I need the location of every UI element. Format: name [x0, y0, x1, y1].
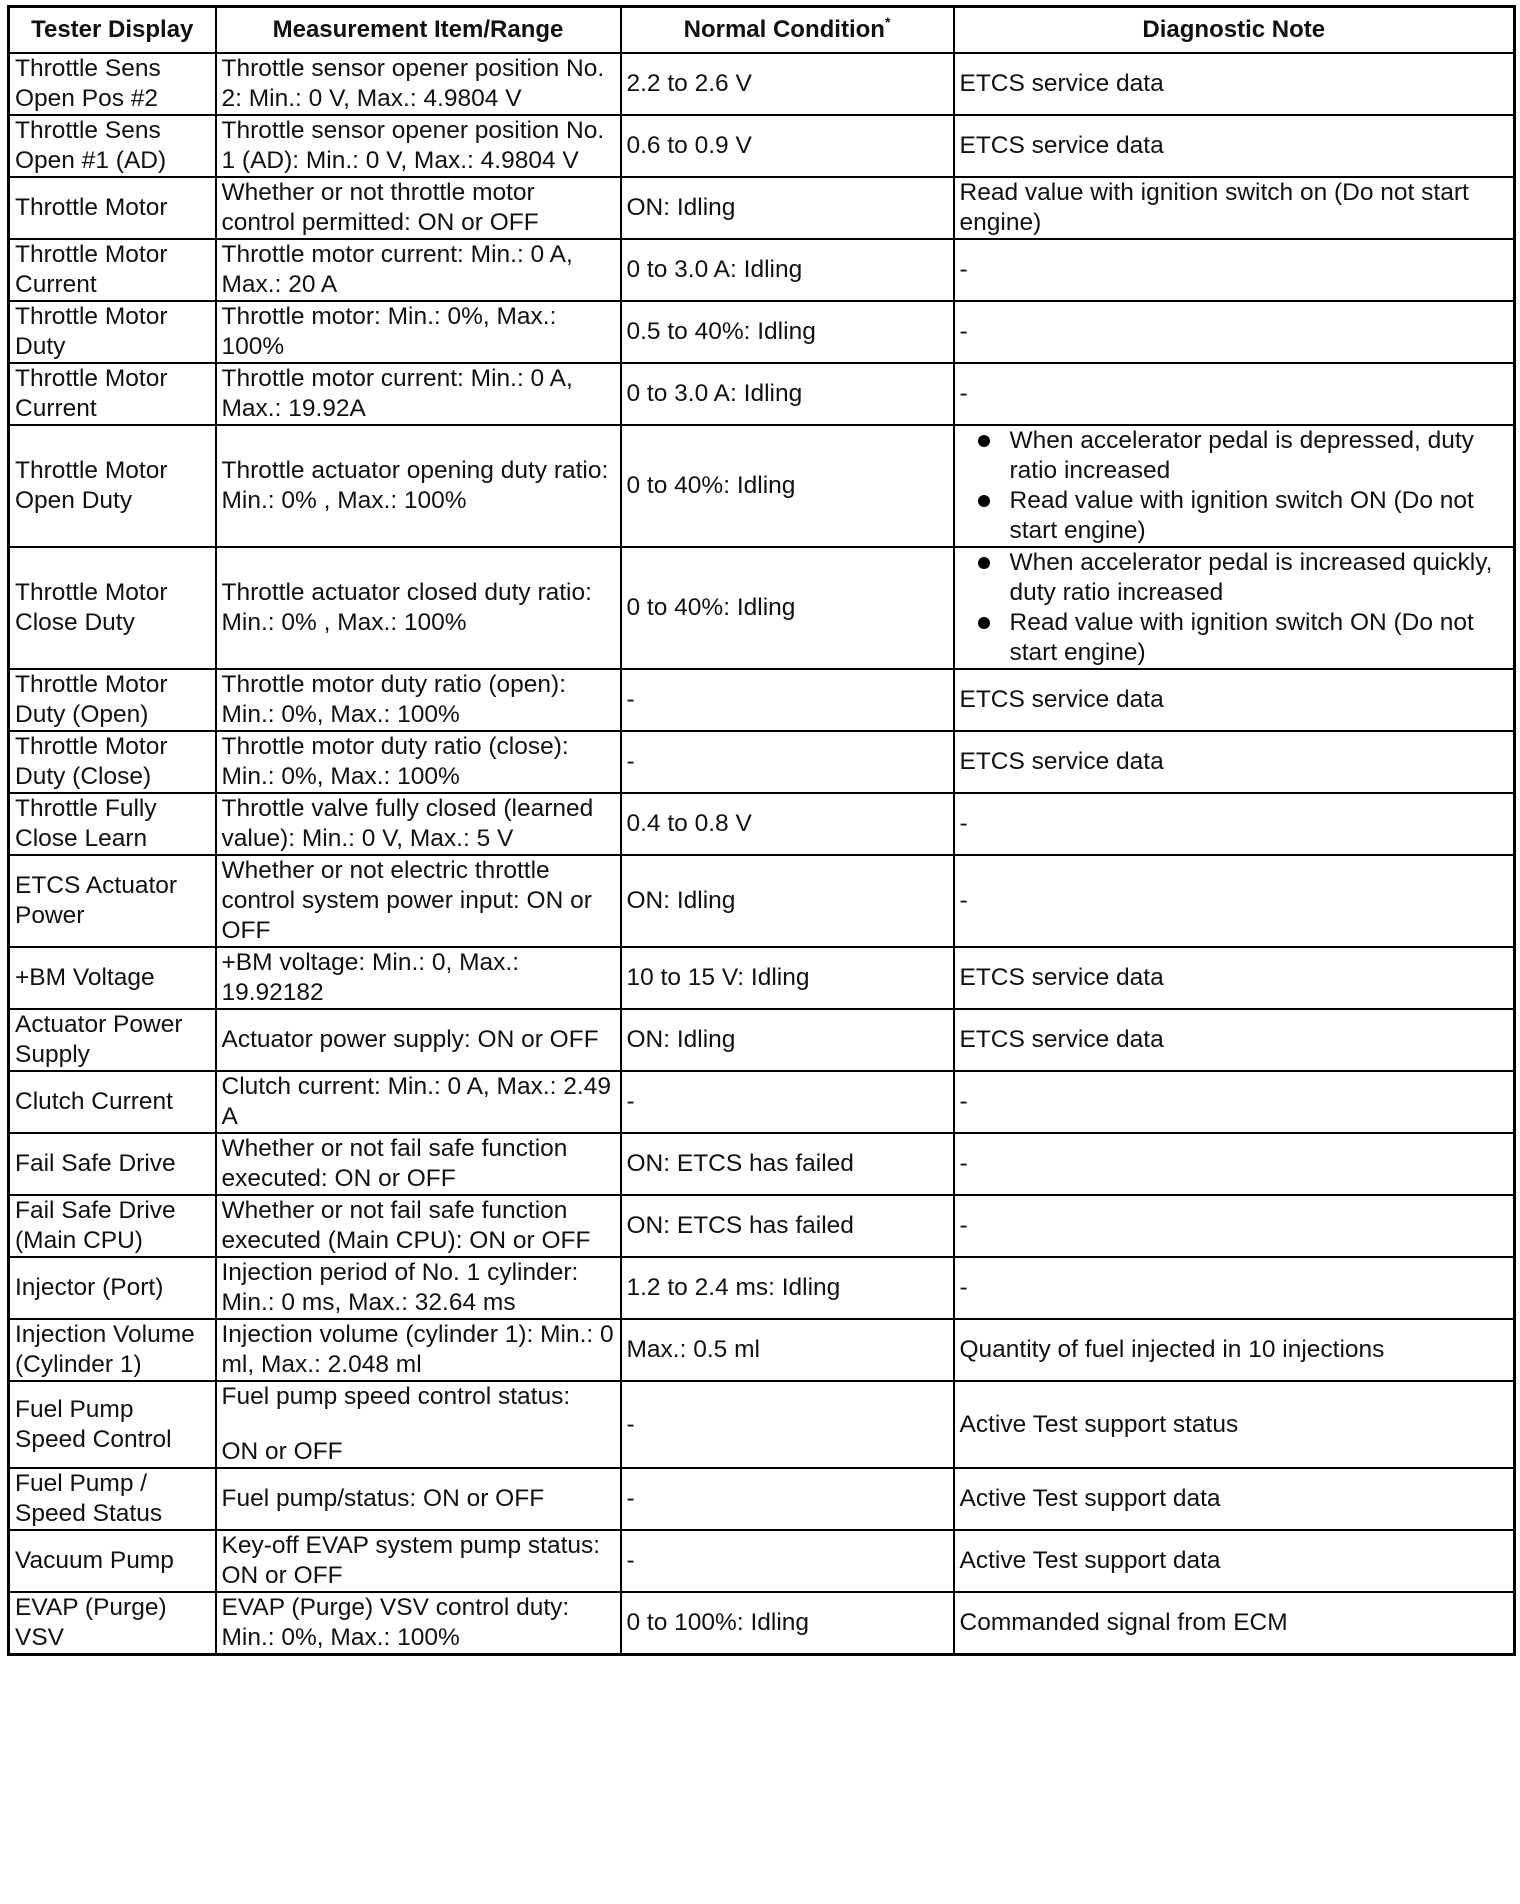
diagnostic-note-cell: ETCS service data — [954, 669, 1515, 731]
tester-display-cell: Throttle Fully Close Learn — [9, 793, 216, 855]
tester-display-cell: Throttle Motor Current — [9, 239, 216, 301]
table-row — [9, 425, 1515, 547]
tester-display-cell: Throttle Motor Open Duty — [9, 425, 216, 547]
normal-condition-cell: 0.5 to 40%: Idling — [621, 301, 954, 363]
measurement-range-cell: Throttle sensor opener position No. 1 (AD): Min.: 0 V, Max.: 4.9804 V — [216, 115, 621, 177]
table-row — [9, 547, 1515, 669]
tester-display-cell: Throttle Motor Close Duty — [9, 547, 216, 669]
tester-display-cell: Fail Safe Drive (Main CPU) — [9, 1195, 216, 1257]
measurement-range-cell: Throttle actuator opening duty ratio: Min.: 0% , Max.: 100% — [216, 425, 621, 547]
measurement-range-cell: Whether or not throttle motor control permitted: ON or OFF — [216, 177, 621, 239]
normal-condition-cell: 0.4 to 0.8 V — [621, 793, 954, 855]
tester-display-cell: Throttle Motor Duty — [9, 301, 216, 363]
measurement-range-cell: Clutch current: Min.: 0 A, Max.: 2.49 A — [216, 1071, 621, 1133]
header-tester-display: Tester Display — [9, 7, 216, 54]
measurement-range-cell: EVAP (Purge) VSV control duty: Min.: 0%, Max.: 100% — [216, 1592, 621, 1655]
tester-display-cell: Injection Volume (Cylinder 1) — [9, 1319, 216, 1381]
table-row — [9, 115, 1515, 177]
tester-display-cell: ETCS Actuator Power — [9, 855, 216, 947]
normal-condition-cell: ON: Idling — [621, 1009, 954, 1071]
note-bullet-item: Read value with ignition switch ON (Do not start engine) — [960, 608, 1509, 668]
tester-display-cell: Vacuum Pump — [9, 1530, 216, 1592]
diagnostic-note-cell: Quantity of fuel injected in 10 injections — [954, 1319, 1515, 1381]
measurement-range-cell — [216, 1381, 621, 1468]
normal-condition-cell: 0 to 3.0 A: Idling — [621, 363, 954, 425]
measurement-range-cell: Whether or not fail safe function executed: ON or OFF — [216, 1133, 621, 1195]
note-bullet-list — [960, 548, 1509, 668]
normal-condition-cell: Max.: 0.5 ml — [621, 1319, 954, 1381]
normal-condition-cell: - — [621, 1071, 954, 1133]
tester-display-cell: Throttle Motor — [9, 177, 216, 239]
normal-condition-cell: 1.2 to 2.4 ms: Idling — [621, 1257, 954, 1319]
table-row — [9, 53, 1515, 115]
measurement-range-cell: Throttle motor: Min.: 0%, Max.: 100% — [216, 301, 621, 363]
table-row — [9, 1009, 1515, 1071]
table-row — [9, 1257, 1515, 1319]
diagnostic-note-cell: Commanded signal from ECM — [954, 1592, 1515, 1655]
measurement-range-line: ON or OFF — [221, 1438, 343, 1465]
table-row — [9, 1468, 1515, 1530]
diagnostic-note-cell: - — [954, 1133, 1515, 1195]
measurement-range-cell: Whether or not fail safe function executed (Main CPU): ON or OFF — [216, 1195, 621, 1257]
table-row — [9, 731, 1515, 793]
normal-condition-cell: ON: Idling — [621, 855, 954, 947]
table-row — [9, 239, 1515, 301]
normal-condition-cell: - — [621, 1381, 954, 1468]
tester-display-cell: Fail Safe Drive — [9, 1133, 216, 1195]
diagnostic-note-cell: - — [954, 1257, 1515, 1319]
normal-condition-cell: 2.2 to 2.6 V — [621, 53, 954, 115]
measurement-range-cell: Fuel pump/status: ON or OFF — [216, 1468, 621, 1530]
table-row — [9, 1133, 1515, 1195]
measurement-range-cell: Throttle motor current: Min.: 0 A, Max.: 19.92A — [216, 363, 621, 425]
normal-condition-cell: 0.6 to 0.9 V — [621, 115, 954, 177]
measurement-range-cell: Throttle motor duty ratio (open): Min.: 0%, Max.: 100% — [216, 669, 621, 731]
measurement-range-cell: Throttle motor duty ratio (close): Min.: 0%, Max.: 100% — [216, 731, 621, 793]
tester-display-cell: Fuel Pump / Speed Status — [9, 1468, 216, 1530]
diagnostic-note-cell: ETCS service data — [954, 731, 1515, 793]
measurement-range-cell: Key-off EVAP system pump status: ON or OFF — [216, 1530, 621, 1592]
table-row — [9, 1319, 1515, 1381]
diagnostic-note-cell: - — [954, 363, 1515, 425]
tester-display-cell: Throttle Motor Current — [9, 363, 216, 425]
table-body — [9, 53, 1515, 1655]
normal-condition-cell: 0 to 40%: Idling — [621, 425, 954, 547]
header-measurement-item: Measurement Item/Range — [216, 7, 621, 54]
tester-display-cell: +BM Voltage — [9, 947, 216, 1009]
diagnostic-note-cell: ETCS service data — [954, 53, 1515, 115]
header-diagnostic-note: Diagnostic Note — [954, 7, 1515, 54]
diagnostic-note-cell: - — [954, 1071, 1515, 1133]
tester-display-cell: Throttle Sens Open Pos #2 — [9, 53, 216, 115]
header-normal-condition-label: Normal Condition — [683, 16, 885, 43]
tester-display-cell: Clutch Current — [9, 1071, 216, 1133]
measurement-range-line: Fuel pump speed control status: — [221, 1383, 571, 1410]
tester-display-cell: Injector (Port) — [9, 1257, 216, 1319]
diagnostic-note-cell: - — [954, 793, 1515, 855]
tester-display-cell: Fuel Pump Speed Control — [9, 1381, 216, 1468]
measurement-range-cell: +BM voltage: Min.: 0, Max.: 19.92182 — [216, 947, 621, 1009]
table-row — [9, 1592, 1515, 1655]
tester-display-cell: Actuator Power Supply — [9, 1009, 216, 1071]
tester-display-cell: Throttle Motor Duty (Open) — [9, 669, 216, 731]
measurement-range-cell: Throttle motor current: Min.: 0 A, Max.: 20 A — [216, 239, 621, 301]
diagnostic-data-table — [7, 5, 1516, 1656]
diagnostic-note-cell: - — [954, 1195, 1515, 1257]
normal-condition-cell: ON: ETCS has failed — [621, 1195, 954, 1257]
normal-condition-cell: - — [621, 731, 954, 793]
table-row — [9, 793, 1515, 855]
diagnostic-note-cell — [954, 425, 1515, 547]
line-gap — [222, 1412, 615, 1437]
table-row — [9, 855, 1515, 947]
note-bullet-list — [960, 426, 1509, 546]
diagnostic-note-cell: - — [954, 301, 1515, 363]
measurement-range-cell: Throttle actuator closed duty ratio: Min.: 0% , Max.: 100% — [216, 547, 621, 669]
diagnostic-note-cell: Active Test support data — [954, 1468, 1515, 1530]
normal-condition-cell: ON: Idling — [621, 177, 954, 239]
table-row — [9, 301, 1515, 363]
table-row — [9, 669, 1515, 731]
note-bullet-item: When accelerator pedal is depressed, duty ratio increased — [960, 426, 1509, 486]
diagnostic-note-cell: Active Test support data — [954, 1530, 1515, 1592]
table-row — [9, 947, 1515, 1009]
tester-display-cell: EVAP (Purge) VSV — [9, 1592, 216, 1655]
tester-display-cell: Throttle Sens Open #1 (AD) — [9, 115, 216, 177]
normal-condition-cell: 0 to 100%: Idling — [621, 1592, 954, 1655]
diagnostic-note-cell — [954, 547, 1515, 669]
header-normal-condition — [621, 7, 954, 54]
table-header-row — [9, 7, 1515, 54]
note-bullet-item: When accelerator pedal is increased quickly, duty ratio increased — [960, 548, 1509, 608]
diagnostic-note-cell: - — [954, 239, 1515, 301]
measurement-range-cell: Actuator power supply: ON or OFF — [216, 1009, 621, 1071]
diagnostic-note-cell: - — [954, 855, 1515, 947]
table-row — [9, 1071, 1515, 1133]
diagnostic-note-cell: ETCS service data — [954, 115, 1515, 177]
normal-condition-cell: - — [621, 1468, 954, 1530]
diagnostic-note-cell: Active Test support status — [954, 1381, 1515, 1468]
table-row — [9, 1530, 1515, 1592]
tester-display-cell: Throttle Motor Duty (Close) — [9, 731, 216, 793]
table-row — [9, 177, 1515, 239]
diagnostic-note-cell: Read value with ignition switch on (Do not start engine) — [954, 177, 1515, 239]
normal-condition-cell: ON: ETCS has failed — [621, 1133, 954, 1195]
note-bullet-item: Read value with ignition switch ON (Do not start engine) — [960, 486, 1509, 546]
normal-condition-cell: - — [621, 1530, 954, 1592]
table-row — [9, 1195, 1515, 1257]
measurement-range-cell: Whether or not electric throttle control system power input: ON or OFF — [216, 855, 621, 947]
measurement-range-cell: Injection period of No. 1 cylinder: Min.: 0 ms, Max.: 32.64 ms — [216, 1257, 621, 1319]
diagnostic-note-cell: ETCS service data — [954, 947, 1515, 1009]
normal-condition-cell: 0 to 3.0 A: Idling — [621, 239, 954, 301]
footnote-mark: * — [884, 14, 891, 30]
measurement-range-cell: Throttle valve fully closed (learned value): Min.: 0 V, Max.: 5 V — [216, 793, 621, 855]
measurement-range-cell: Throttle sensor opener position No. 2: Min.: 0 V, Max.: 4.9804 V — [216, 53, 621, 115]
table-row — [9, 1381, 1515, 1468]
diagnostic-note-cell: ETCS service data — [954, 1009, 1515, 1071]
normal-condition-cell: - — [621, 669, 954, 731]
table-row — [9, 363, 1515, 425]
measurement-range-cell: Injection volume (cylinder 1): Min.: 0 ml, Max.: 2.048 ml — [216, 1319, 621, 1381]
normal-condition-cell: 10 to 15 V: Idling — [621, 947, 954, 1009]
normal-condition-cell: 0 to 40%: Idling — [621, 547, 954, 669]
